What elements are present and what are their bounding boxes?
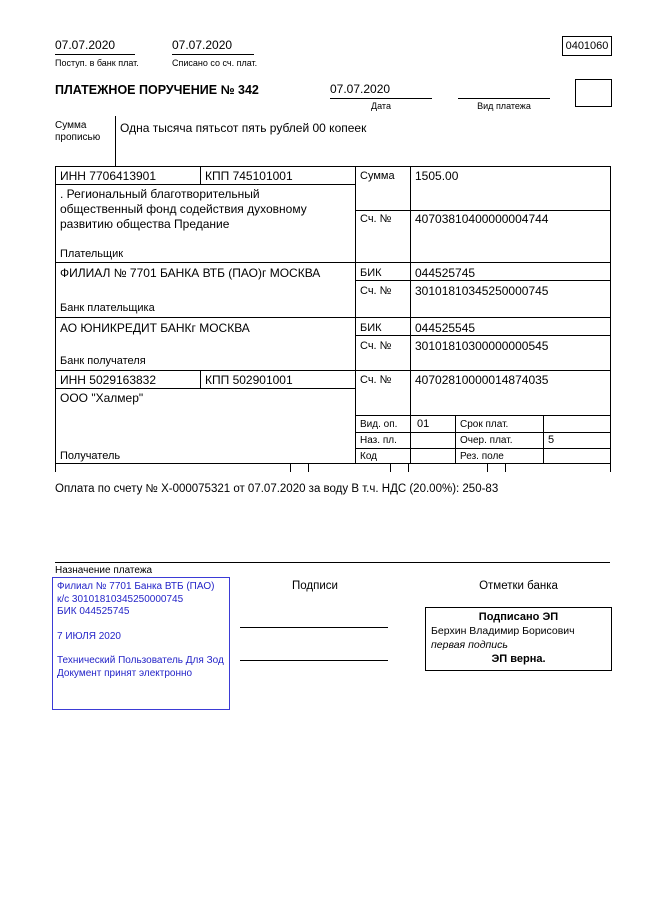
payment-purpose-text: Оплата по счету № Х-000075321 от 07.07.2020 за воду В т.ч. НДС (20.00%): 250-83 [55, 483, 499, 495]
sum-label: Сумма [360, 170, 395, 182]
payer-bank-bik: 044525745 [415, 266, 476, 280]
line [55, 463, 610, 464]
payee-inn: ИНН 5029163832 [60, 373, 157, 387]
line [610, 463, 611, 472]
payment-type-line [458, 98, 550, 99]
line [355, 415, 610, 416]
line [487, 463, 488, 472]
priority-value: 5 [548, 434, 555, 446]
payee-bank-bik-label: БИК [360, 322, 382, 334]
line [55, 262, 610, 263]
line [55, 463, 56, 472]
line [355, 448, 610, 449]
received-date: 07.07.2020 [55, 38, 135, 55]
term-label: Срок плат. [460, 419, 509, 430]
line [410, 166, 411, 463]
payee-name: ООО "Халмер" [60, 391, 144, 405]
stamp-date: 7 ИЮЛЯ 2020 [57, 630, 121, 642]
line [543, 415, 544, 463]
line [505, 463, 506, 472]
line [355, 335, 610, 336]
line [455, 415, 456, 463]
line [200, 370, 201, 388]
payee-bank-account: 30101810300000000545 [415, 339, 549, 353]
signature-line-2 [240, 660, 388, 661]
payee-bank-account-label: Сч. № [360, 340, 392, 352]
payee-label: Получатель [60, 450, 121, 462]
stamp-user: Технический Пользователь Для Зод [57, 655, 224, 666]
line [355, 432, 610, 433]
esign-verified: ЭП верна. [491, 653, 546, 665]
form-code-box: 0401060 [562, 36, 612, 56]
stamp-accepted: Документ принят электронно [57, 667, 193, 679]
bank-electronic-stamp [52, 577, 230, 710]
payer-bank-account-label: Сч. № [360, 285, 392, 297]
signature-line-1 [240, 627, 388, 628]
payee-kpp: КПП 502901001 [205, 373, 293, 387]
code-label: Код [360, 451, 378, 462]
amount-words-value: Одна тысяча пятьсот пять рублей 00 копеек [120, 121, 367, 135]
esign-signature-type: первая подпись [431, 639, 508, 651]
line [55, 388, 355, 389]
amount-words-label: Сумма прописью [55, 120, 101, 143]
payee-bank-name: АО ЮНИКРЕДИТ БАНКг МОСКВА [60, 321, 250, 335]
payer-bank-label: Банк плательщика [60, 302, 155, 314]
payer-account-label: Сч. № [360, 213, 392, 225]
reserve-field-label: Рез. поле [460, 451, 504, 462]
payer-bank-name: ФИЛИАЛ № 7701 БАНКА ВТБ (ПАО)г МОСКВА [60, 266, 321, 280]
esign-box [425, 607, 612, 671]
priority-label: Очер. плат. [460, 435, 513, 446]
payer-bank-bik-label: БИК [360, 267, 382, 279]
line [390, 463, 391, 472]
sum-value: 1505.00 [415, 169, 459, 183]
line [610, 166, 611, 463]
purpose-code-label: Наз. пл. [360, 435, 397, 446]
line [115, 116, 116, 166]
line [355, 166, 356, 463]
line [55, 370, 610, 371]
payee-account: 40702810000014874035 [415, 373, 549, 387]
payment-purpose-label: Назначение платежа [55, 565, 153, 576]
line [308, 463, 309, 472]
payee-bank-bik: 044525545 [415, 321, 476, 335]
stamp-bik: БИК 044525745 [57, 606, 130, 617]
line [355, 210, 610, 211]
payee-bank-label: Банк получателя [60, 355, 146, 367]
op-type-label: Вид. оп. [360, 419, 398, 430]
debited-date-label: Списано со сч. плат. [172, 58, 258, 68]
stamp-bank-name: Филиал № 7701 Банка ВТБ (ПАО) [57, 581, 215, 592]
payer-bank-account: 30101810345250000745 [415, 284, 549, 298]
payer-name: . Региональный благотворительный общественный фонд содействия духовному развитию общества Предание [60, 187, 307, 231]
line [200, 166, 201, 184]
line [355, 280, 610, 281]
debited-date: 07.07.2020 [172, 38, 254, 55]
op-type-value: 01 [417, 418, 430, 430]
document-title: ПЛАТЕЖНОЕ ПОРУЧЕНИЕ № 342 [55, 83, 259, 97]
payment-type-label: Вид платежа [477, 101, 531, 111]
payer-inn: ИНН 7706413901 [60, 169, 157, 183]
signatures-label: Подписи [292, 580, 338, 592]
payer-account: 40703810400000004744 [415, 212, 549, 226]
stamp-corr-account: к/с 30101810345250000745 [57, 593, 184, 605]
payee-account-label: Сч. № [360, 374, 392, 386]
esign-signer-name: Берхин Владимир Борисович [431, 625, 575, 637]
bank-marks-label: Отметки банка [479, 580, 558, 592]
line [55, 562, 610, 563]
line [290, 463, 291, 472]
line [55, 166, 610, 167]
line [55, 184, 355, 185]
payer-label: Плательщик [60, 248, 124, 260]
payment-type-box [575, 79, 612, 107]
received-date-label: Поступ. в банк плат. [55, 58, 139, 68]
line [55, 166, 56, 463]
line [408, 463, 409, 472]
esign-title: Подписано ЭП [478, 611, 559, 623]
document-date: 07.07.2020 [330, 82, 432, 99]
line [55, 317, 610, 318]
payer-kpp: КПП 745101001 [205, 169, 293, 183]
document-date-label: Дата [371, 101, 391, 111]
